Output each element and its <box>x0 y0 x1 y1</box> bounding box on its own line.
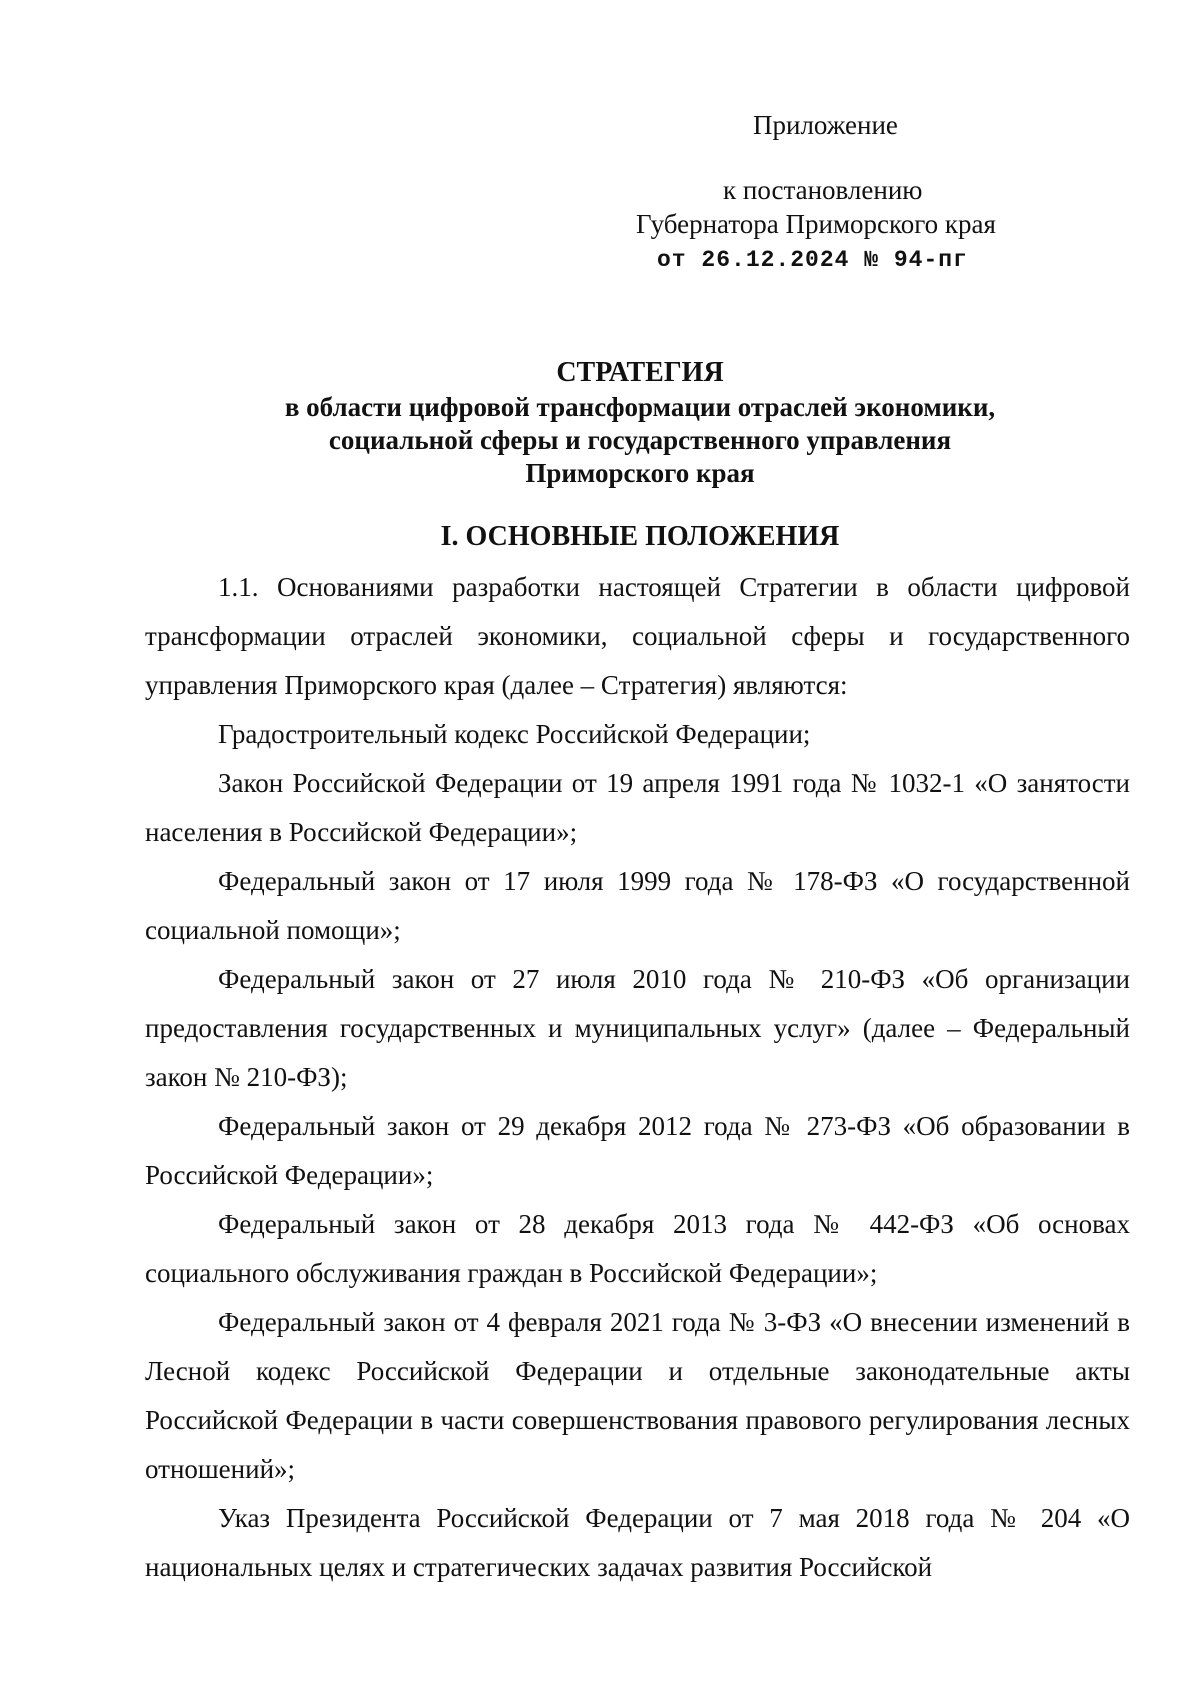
paragraph: Указ Президента Российской Федерации от 7 мая 2018 года № 204 «О национальных целях и стратегических задачах развития Российской <box>145 1503 1130 1582</box>
appendix-governor: Губернатора Приморского края <box>636 209 996 239</box>
document-subtitle-line-3: Приморского края <box>525 458 755 488</box>
paragraph: Федеральный закон от 4 февраля 2021 года № 3-ФЗ «О внесении изменений в Лесной кодекс Российской Федерации и отдельные законодательные акты Российской Федерации в части совершенствования правового регулирования лесных отношений»; <box>145 1307 1130 1484</box>
paragraph: Градостроительный кодекс Российской Федерации; <box>218 719 811 749</box>
paragraph: Федеральный закон от 28 декабря 2013 года № 442-ФЗ «Об основах социального обслуживания граждан в Российской Федерации»; <box>145 1209 1130 1288</box>
paragraph: Федеральный закон от 17 июля 1999 года № 178-ФЗ «О государственной социальной помощи»; <box>145 866 1130 945</box>
decree-date-number-stamp: от 26.12.2024 № 94-пг <box>657 247 968 273</box>
paragraph: Федеральный закон от 29 декабря 2012 года № 273-ФЗ «Об образовании в Российской Федерации»; <box>145 1111 1130 1190</box>
paragraph: Закон Российской Федерации от 19 апреля 1991 года № 1032-1 «О занятости населения в Российской Федерации»; <box>145 768 1130 847</box>
document-body <box>145 563 1130 1592</box>
paragraph: 1.1. Основаниями разработки настоящей Стратегии в области цифровой трансформации отраслей экономики, социальной сферы и государственного управления Приморского края (далее – Стратегия) являются: <box>145 572 1130 700</box>
document-title: СТРАТЕГИЯ <box>556 357 724 388</box>
paragraph: Федеральный закон от 27 июля 2010 года № 210-ФЗ «Об организации предоставления государственных и муниципальных услуг» (далее – Федеральный закон № 210-ФЗ); <box>145 964 1130 1092</box>
document-subtitle-line-1: в области цифровой трансформации отраслей экономики, <box>284 392 996 422</box>
appendix-to-decree: к постановлению <box>723 175 923 205</box>
appendix-label: Приложение <box>753 110 898 140</box>
document-subtitle-line-2: социальной сферы и государственного управления <box>328 425 952 455</box>
section-heading: I. ОСНОВНЫЕ ПОЛОЖЕНИЯ <box>440 521 840 552</box>
